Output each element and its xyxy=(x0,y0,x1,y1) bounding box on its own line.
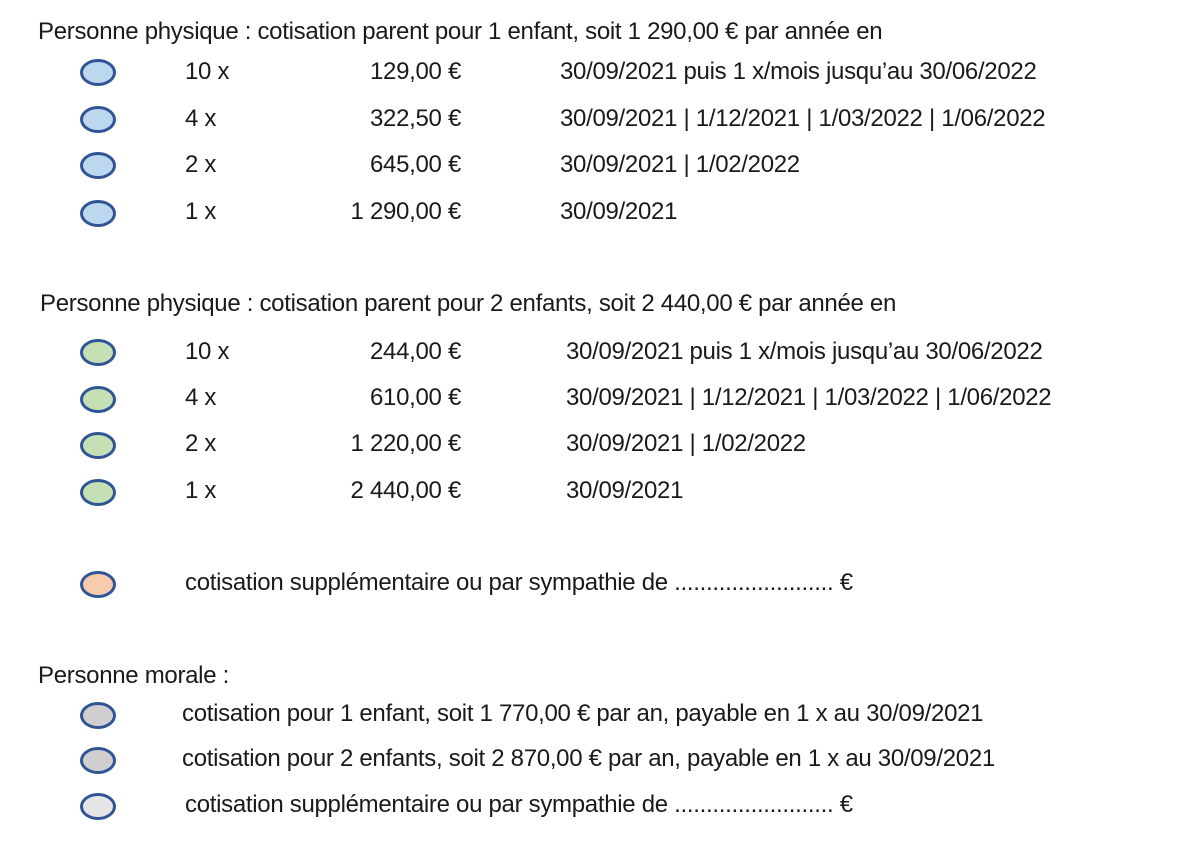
installments-count: 4 x xyxy=(185,105,217,132)
section2-heading: Personne physique : cotisation parent pour 2 enfants, soit 2 440,00 € par année en xyxy=(40,290,897,317)
radio-button[interactable] xyxy=(80,702,116,729)
installment-amount: 129,00 € xyxy=(369,58,461,85)
installment-amount: 610,00 € xyxy=(369,384,461,411)
payment-dates: 30/09/2021 | 1/02/2022 xyxy=(560,151,800,178)
installments-count: 1 x xyxy=(185,477,217,504)
payment-dates: 30/09/2021 | 1/02/2022 xyxy=(566,430,806,457)
installment-amount: 1 220,00 € xyxy=(350,430,461,457)
payment-dates: 30/09/2021 | 1/12/2021 | 1/03/2022 | 1/06/2022 xyxy=(566,384,1052,411)
payment-dates: 30/09/2021 puis 1 x/mois jusqu’au 30/06/2022 xyxy=(566,338,1043,365)
installment-amount: 645,00 € xyxy=(369,151,461,178)
radio-button[interactable] xyxy=(80,479,116,506)
installments-count: 1 x xyxy=(185,198,217,225)
installment-amount: 322,50 € xyxy=(369,105,461,132)
installments-count: 4 x xyxy=(185,384,217,411)
option-label: cotisation pour 2 enfants, soit 2 870,00 € par an, payable en 1 x au 30/09/2021 xyxy=(182,745,995,772)
installment-amount: 244,00 € xyxy=(369,338,461,365)
radio-button[interactable] xyxy=(80,386,116,413)
payment-dates: 30/09/2021 | 1/12/2021 | 1/03/2022 | 1/06/2022 xyxy=(560,105,1046,132)
installments-count: 2 x xyxy=(185,151,217,178)
radio-button[interactable] xyxy=(80,793,116,820)
installments-count: 10 x xyxy=(185,58,230,85)
installments-count: 2 x xyxy=(185,430,217,457)
radio-button[interactable] xyxy=(80,747,116,774)
radio-button[interactable] xyxy=(80,432,116,459)
payment-dates: 30/09/2021 xyxy=(566,477,684,504)
radio-button[interactable] xyxy=(80,571,116,598)
radio-button[interactable] xyxy=(80,59,116,86)
radio-button[interactable] xyxy=(80,152,116,179)
payment-dates: 30/09/2021 xyxy=(560,198,678,225)
installments-count: 10 x xyxy=(185,338,230,365)
option-label: cotisation pour 1 enfant, soit 1 770,00 € par an, payable en 1 x au 30/09/2021 xyxy=(182,700,984,727)
radio-button[interactable] xyxy=(80,200,116,227)
option-label: cotisation supplémentaire ou par sympathie de ......................... € xyxy=(185,791,853,818)
installment-amount: 2 440,00 € xyxy=(350,477,461,504)
section3-heading: Personne morale : xyxy=(38,662,230,689)
payment-dates: 30/09/2021 puis 1 x/mois jusqu’au 30/06/2022 xyxy=(560,58,1037,85)
radio-button[interactable] xyxy=(80,106,116,133)
section1-heading: Personne physique : cotisation parent pour 1 enfant, soit 1 290,00 € par année en xyxy=(38,18,883,45)
radio-button[interactable] xyxy=(80,339,116,366)
installment-amount: 1 290,00 € xyxy=(350,198,461,225)
supplement-label: cotisation supplémentaire ou par sympathie de ......................... € xyxy=(185,569,853,596)
